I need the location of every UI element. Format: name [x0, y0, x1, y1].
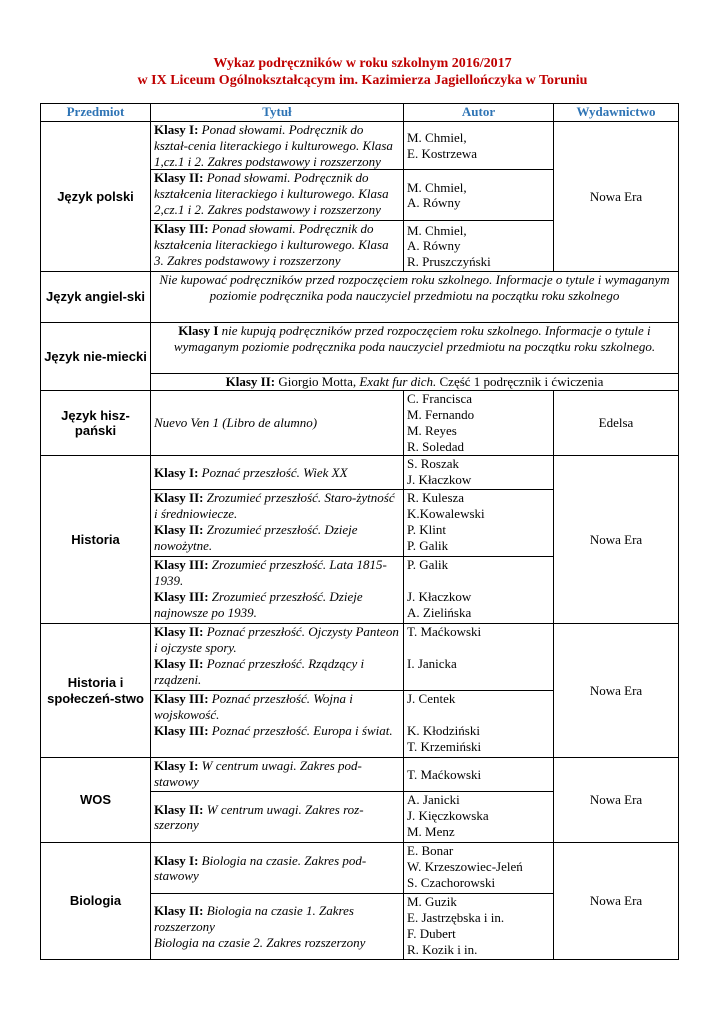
page-subtitle: w IX Liceum Ogólnokształcącym im. Kazimierza Jagiellończyka w Toruniu: [137, 73, 588, 88]
author-cell: T. Maćkowski I. Janicka: [404, 624, 554, 691]
author-cell: P. Galik J. Kłaczkow A. Zielińska: [404, 557, 554, 624]
header-row: [41, 104, 679, 122]
title-cell: Klasy I: Poznać przeszłość. Wiek XX: [151, 456, 404, 490]
table-row: [41, 122, 679, 170]
author-cell: T. Maćkowski: [404, 758, 554, 792]
title-cell: Klasy I: Ponad słowami. Podręcznik do kształ-cenia literackiego i kulturowego. Klasa 1,cz.1 i 2. Zakres podstawowy i rozszerzony: [151, 122, 404, 170]
author-cell: M. Guzik E. Jastrzębska i in. F. Dubert R. Kozik i in.: [404, 894, 554, 960]
subject-cell: WOS: [41, 758, 151, 843]
title-cell: Klasy I: Biologia na czasie. Zakres pod-stawowy: [151, 843, 404, 894]
author-cell: M. Chmiel, A. Równy: [404, 170, 554, 221]
author-cell: M. Chmiel, A. Równy R. Pruszczyński: [404, 221, 554, 272]
publisher-cell: Nowa Era: [554, 843, 679, 960]
table-row: [41, 624, 679, 691]
subject-cell: Historia i społeczeń-stwo: [41, 624, 151, 758]
title-cell: Nuevo Ven 1 (Libro de alumno): [151, 391, 404, 456]
table-row: [41, 758, 679, 792]
publisher-cell: Nowa Era: [554, 758, 679, 843]
author-cell: A. Janicki J. Kięczkowska M. Menz: [404, 792, 554, 843]
page-title: Wykaz podręczników w roku szkolnym 2016/2017: [213, 56, 512, 71]
publisher-cell: Edelsa: [554, 391, 679, 456]
note-cell: Nie kupować podręczników przed rozpoczęciem roku szkolnego. Informacje o tytule i wymaganym poziomie podręcznika poda nauczyciel przedmiotu na początku roku szkolnego: [151, 272, 679, 323]
title-cell: Klasy II: Ponad słowami. Podręcznik do kształcenia literackiego i kulturowego. Klasa 2,cz.1 i 2. Zakres podstawowy i rozszerzony: [151, 170, 404, 221]
table-row: [41, 391, 679, 456]
title-cell: Klasy II: Poznać przeszłość. Ojczysty Panteon i ojczyste spory. Klasy II: Poznać przeszłość. Rządzący i rządzeni.: [151, 624, 404, 691]
title-cell: Klasy III: Zrozumieć przeszłość. Lata 1815-1939. Klasy III: Zrozumieć przeszłość. Dzieje najnowsze po 1939.: [151, 557, 404, 624]
author-cell: M. Chmiel, E. Kostrzewa: [404, 122, 554, 170]
title-cell: Klasy III: Ponad słowami. Podręcznik do kształcenia literackiego i kulturowego. Klasa 3. Zakres podstawowy i rozszerzony: [151, 221, 404, 272]
title-cell: Klasy II: W centrum uwagi. Zakres roz-szerzony: [151, 792, 404, 843]
publisher-cell: Nowa Era: [554, 122, 679, 272]
subject-cell: Historia: [41, 456, 151, 624]
textbook-table: [40, 103, 679, 960]
title-cell: Klasy I: W centrum uwagi. Zakres pod-stawowy: [151, 758, 404, 792]
author-cell: E. Bonar W. Krzeszowiec-Jeleń S. Czachorowski: [404, 843, 554, 894]
subject-cell: Język hisz-pański: [41, 391, 151, 456]
table-row: [41, 272, 679, 323]
title-cell: Klasy II: Giorgio Motta, Exakt fur dich. Część 1 podręcznik i ćwiczenia: [151, 374, 679, 391]
title-cell: Klasy III: Poznać przeszłość. Wojna i wojskowość. Klasy III: Poznać przeszłość. Europa i świat.: [151, 691, 404, 758]
table-row: [41, 323, 679, 374]
note-cell: Klasy I nie kupują podręczników przed rozpoczęciem roku szkolnego. Informacje o tytule i wymaganym poziomie podręcznika poda nauczyciel przedmiotu na początku roku szkolnego.: [151, 323, 679, 374]
table-row: [41, 456, 679, 490]
header-subject: Przedmiot: [41, 104, 151, 122]
author-cell: R. Kulesza K.Kowalewski P. Klint P. Galik: [404, 490, 554, 557]
header-publisher: Wydawnictwo: [554, 104, 679, 122]
author-cell: J. Centek K. Kłodziński T. Krzemiński: [404, 691, 554, 758]
author-cell: C. Francisca M. Fernando M. Reyes R. Soledad: [404, 391, 554, 456]
title-cell: Klasy II: Zrozumieć przeszłość. Staro-żytność i średniowiecze. Klasy II: Zrozumieć przeszłość. Dzieje nowożytne.: [151, 490, 404, 557]
publisher-cell: Nowa Era: [554, 456, 679, 624]
table-row: [41, 843, 679, 894]
subject-cell: Biologia: [41, 843, 151, 960]
subject-cell: Język nie-miecki: [41, 323, 151, 391]
subject-cell: Język polski: [41, 122, 151, 272]
publisher-cell: Nowa Era: [554, 624, 679, 758]
header-title: Tytuł: [151, 104, 404, 122]
author-cell: S. Roszak J. Kłaczkow: [404, 456, 554, 490]
title-cell: Klasy II: Biologia na czasie 1. Zakres rozszerzony Biologia na czasie 2. Zakres rozszerzony: [151, 894, 404, 960]
header-author: Autor: [404, 104, 554, 122]
subject-cell: Język angiel-ski: [41, 272, 151, 323]
